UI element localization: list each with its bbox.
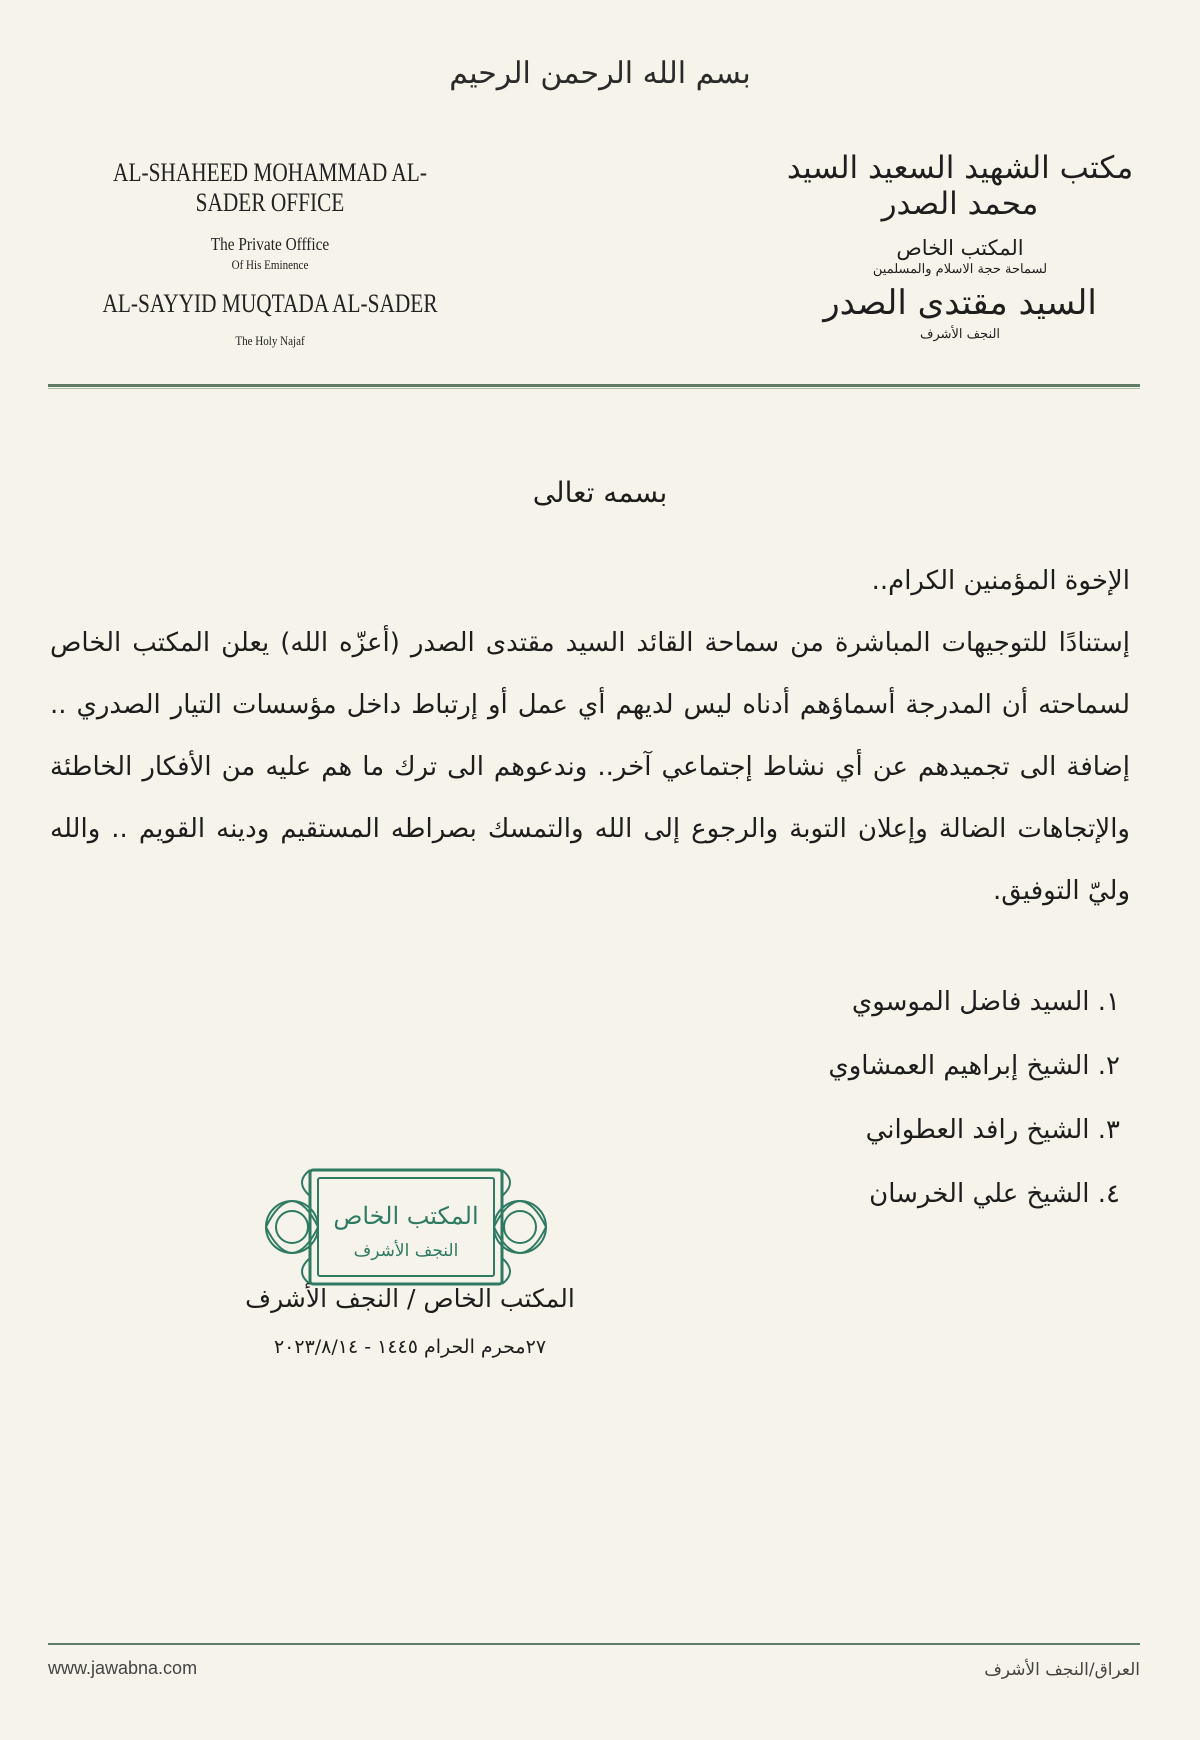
footer-website: www.jawabna.com [48,1658,198,1678]
list-item: ١. السيد فاضل الموسوي [851,987,1120,1017]
arabic-of-his-eminence: لسماحة حجة الاسلام والمسلمين [872,262,1048,277]
names-list [620,970,1120,1226]
signature-office: المكتب الخاص / النجف الأشرف [245,1284,575,1313]
letter-paragraph: إستنادًا للتوجيهات المباشرة من سماحة القائد السيد مقتدى الصدر (أعزّه الله) يعلن المكتب الخاص لسماحته أن المدرجة أسماؤهم أدناه ليس لديهم أي عمل أو إرتباط داخل مؤسسات التيار الصدري .. إضافة الى تجميدهم عن أي نشاط إجتماعي آخر.. وندعوهم الى ترك ما هم عليه من الأفكار الخاطئة والإتجاهات الضالة وإعلان التوبة والرجوع إلى الله والتمسك بصراطه المستقيم ودينه القويم .. والله وليّ التوفيق. [50,628,1130,906]
letterhead-arabic [760,150,1160,342]
arabic-city: النجف الأشرف [919,327,1001,342]
basmala: بسم الله الرحمن الرحيم [449,56,751,91]
footer-divider [48,1643,1140,1645]
letter-subheading: بسمه تعالى [532,476,668,509]
footer-address: العراق/النجف الأشرف [984,1660,1140,1680]
english-of-his-eminence: Of His Eminence [231,257,309,272]
seal-line-2: النجف الأشرف [353,1241,459,1261]
header-divider-thin [48,388,1140,389]
english-office-title: AL-SHAHEED MOHAMMAD AL-SADER OFFICE [113,158,427,217]
seal-line-1: المكتب الخاص [333,1202,479,1230]
letterhead-english [40,158,500,349]
list-item: ٤. الشيخ علي الخرسان [869,1179,1120,1209]
list-item: ٢. الشيخ إبراهيم العمشاوي [828,1051,1120,1081]
letter-greeting: الإخوة المؤمنين الكرام.. [871,566,1130,596]
arabic-private-office: المكتب الخاص [896,236,1024,260]
letter-body [50,550,1130,922]
office-seal-stamp [258,1162,554,1292]
list-item: ٣. الشيخ رافد العطواني [865,1115,1120,1145]
header-divider [48,384,1140,387]
arabic-office-title: مكتب الشهيد السعيد السيد محمد الصدر [786,150,1134,222]
english-sayyid-name: AL-SAYYID MUQTADA AL-SADER [102,289,438,318]
english-private-office: The Private Offfice [210,234,330,254]
english-city: The Holy Najaf [235,333,305,348]
arabic-sayyid-name: السيد مقتدى الصدر [823,283,1097,323]
signature-date: ٢٧محرم الحرام ١٤٤٥ - ٢٠٢٣/٨/١٤ [273,1336,547,1358]
